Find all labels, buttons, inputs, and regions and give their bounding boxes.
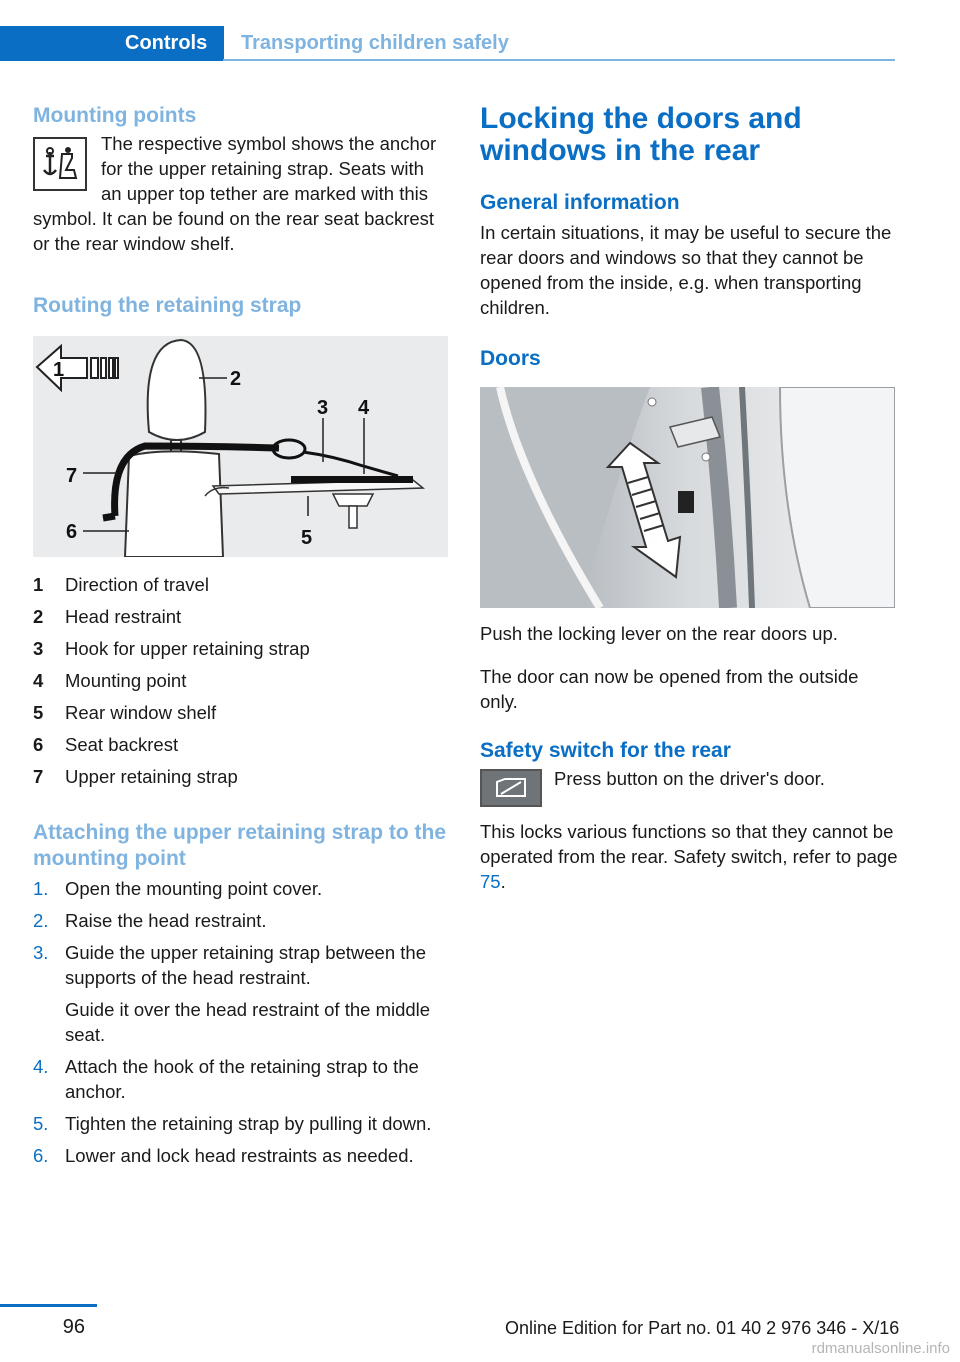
right-column bbox=[480, 96, 900, 894]
step-item: 4. Attach the hook of the retaining strap to the anchor. bbox=[33, 1056, 419, 1102]
callout-2: 2 bbox=[230, 368, 242, 390]
left-column bbox=[33, 96, 449, 1175]
attaching-heading: Attaching the upper retaining strap to the mounting point bbox=[33, 821, 447, 870]
callout-6: 6 bbox=[66, 521, 78, 543]
edition-info: Online Edition for Part no. 01 40 2 976 346 - X/16 bbox=[505, 1318, 900, 1338]
watermark: rdmanualsonline.info bbox=[811, 1340, 950, 1357]
legend-item: 7 Upper retaining strap bbox=[33, 766, 238, 787]
step-item: 3. Guide the upper retaining strap between the supports of the head restraint. Guide it over the head restraint of the middle seat. bbox=[33, 942, 431, 1045]
header-rule bbox=[223, 59, 895, 61]
page-reference-link[interactable]: 75 bbox=[480, 871, 501, 892]
section-title: Transporting children safely bbox=[241, 32, 509, 54]
doors-heading: Doors bbox=[480, 347, 541, 370]
figure-legend bbox=[33, 569, 449, 793]
callout-4: 4 bbox=[358, 397, 370, 419]
retaining-strap-figure bbox=[33, 336, 448, 557]
general-heading: General information bbox=[480, 191, 680, 214]
legend-item: 5 Rear window shelf bbox=[33, 702, 217, 723]
safety-switch-text-1: Press button on the driver's door. bbox=[554, 768, 825, 789]
safety-switch-block bbox=[480, 766, 900, 813]
child-seat-anchor-icon bbox=[33, 137, 87, 191]
legend-item: 2 Head restraint bbox=[33, 606, 182, 627]
legend-item: 6 Seat backrest bbox=[33, 734, 179, 755]
routing-heading: Routing the retaining strap bbox=[33, 294, 302, 317]
callout-5: 5 bbox=[301, 527, 313, 549]
step-item: 5. Tighten the retaining strap by pulling it down. bbox=[33, 1113, 432, 1134]
doors-text-1: Push the locking lever on the rear doors up. bbox=[480, 623, 838, 644]
legend-item: 3 Hook for upper retaining strap bbox=[33, 638, 310, 659]
mounting-points-text: The respective symbol shows the anchor for the upper retaining strap. Seats with an upper top tether are marked with this symbol. It can be found on the rear seat backrest or the rear window shelf. bbox=[33, 133, 437, 254]
attaching-steps bbox=[33, 876, 449, 1168]
mounting-points-heading: Mounting points bbox=[33, 104, 197, 127]
safety-switch-text-2: This locks various functions so that they cannot be operated from the rear. Safety switch, refer to page 75. bbox=[480, 821, 898, 892]
safety-switch-heading: Safety switch for the rear bbox=[480, 739, 731, 762]
step-item: 1. Open the mounting point cover. bbox=[33, 878, 323, 899]
step-item: 6. Lower and lock head restraints as needed. bbox=[33, 1145, 414, 1166]
callout-1: 1 bbox=[53, 359, 65, 381]
window-lock-switch-icon bbox=[480, 769, 542, 807]
legend-item: 4 Mounting point bbox=[33, 670, 187, 691]
page-title: Locking the doors and windows in the rear bbox=[480, 102, 802, 167]
section-tab: Controls bbox=[0, 26, 224, 61]
page-number: 96 bbox=[62, 1316, 85, 1338]
legend-item: 1 Direction of travel bbox=[33, 574, 209, 595]
general-text: In certain situations, it may be useful to secure the rear doors and windows so that they cannot be opened from the inside, e.g. when transporting children. bbox=[480, 222, 892, 318]
step-item: 2. Raise the head restraint. bbox=[33, 910, 267, 931]
callout-7: 7 bbox=[66, 465, 78, 487]
footer-rule bbox=[0, 1304, 97, 1307]
doors-text-2: The door can now be opened from the outside only. bbox=[480, 666, 859, 712]
callout-3: 3 bbox=[317, 397, 329, 419]
door-lock-figure bbox=[480, 387, 895, 608]
mounting-points-block bbox=[33, 131, 449, 256]
